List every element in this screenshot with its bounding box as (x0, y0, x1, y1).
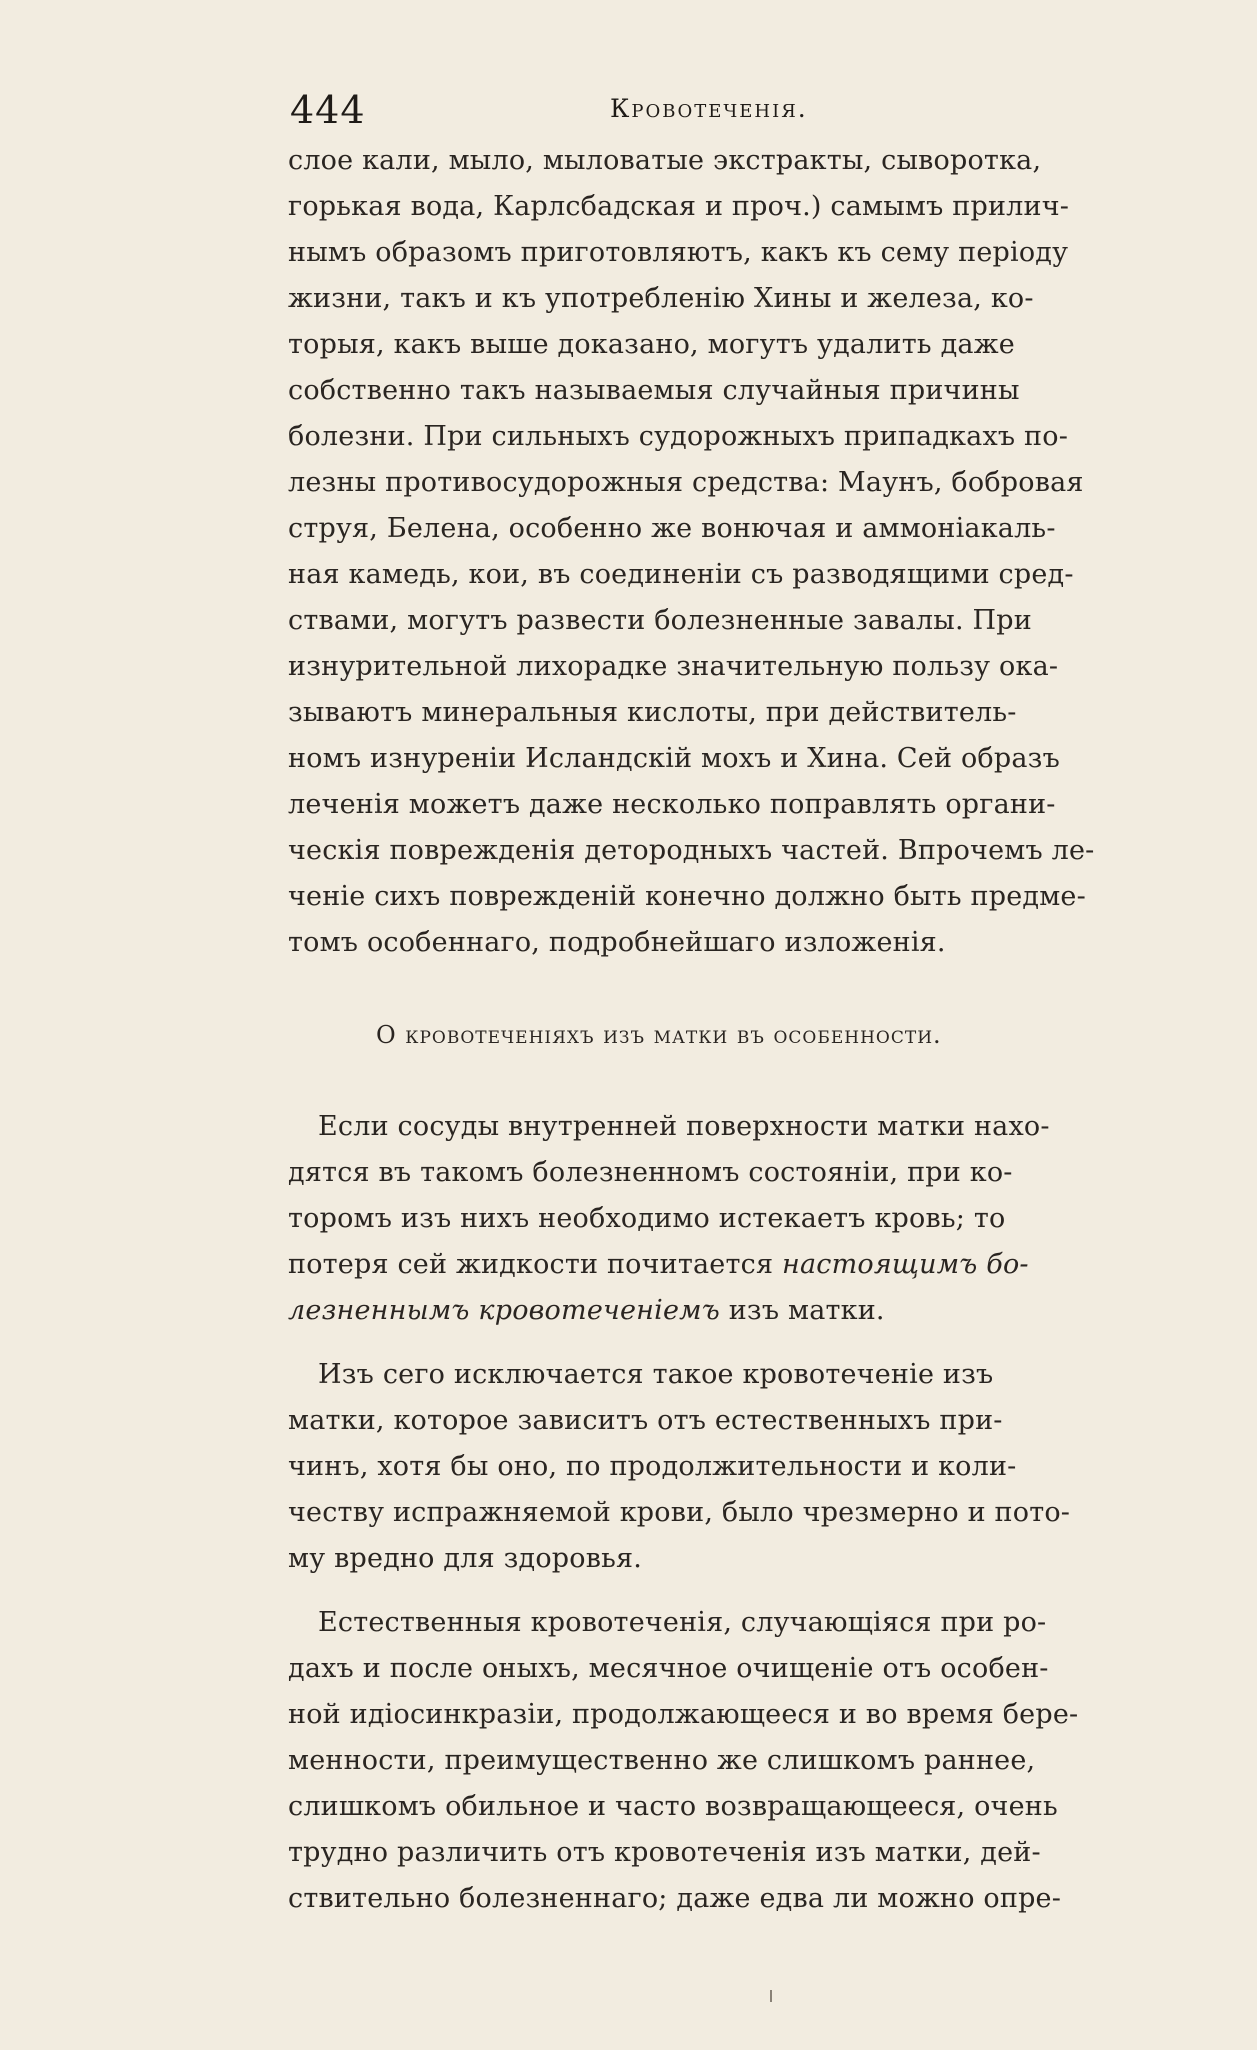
spacer (288, 1058, 1244, 1104)
text-line: лезны противосудорожныя средства: Маунъ, бобровая (288, 467, 1084, 498)
text-line: изнурительной лихорадке значительную пользу ока- (288, 651, 1059, 682)
text-line: нымъ образомъ приготовляютъ, какъ къ сему періоду (288, 237, 1069, 268)
emphasis-text: настоящимъ бо- (781, 1249, 1029, 1280)
text-line: струя, Белена, особенно же вонючая и аммоніакаль- (288, 513, 1056, 544)
text-line: ная камедь, кои, въ соединеніи съ разводящими сред- (288, 559, 1074, 590)
spacer (288, 1334, 1244, 1352)
text-line: торомъ изъ нихъ необходимо истекаетъ кровь; то (288, 1203, 1006, 1234)
section-heading: О кровотеченіяхъ изъ матки въ особенности. (376, 1021, 942, 1049)
text-line: торыя, какъ выше доказано, могутъ удалить даже (288, 329, 1015, 360)
text-line: собственно такъ называемыя случайныя причины (288, 375, 1020, 406)
text-line: леченія можетъ даже несколько поправлять органи- (288, 789, 1056, 820)
page-number: 444 (290, 88, 366, 132)
text-line (288, 1288, 1244, 1334)
text-line: Если сосуды внутренней поверхности матки нахо- (318, 1111, 1050, 1142)
page-header (290, 88, 910, 138)
text-line: томъ особеннаго, подробнейшаго изложенія. (288, 927, 946, 958)
text-line: чинъ, хотя бы оно, по продолжительности и коли- (288, 1451, 1017, 1482)
text-line: ствами, могутъ развести болезненные завалы. При (288, 605, 1032, 636)
paragraph-natural-bleeding (288, 1600, 1244, 1922)
text-line: слишкомъ обильное и часто возвращающееся, очень (288, 1791, 1058, 1822)
paragraph-treatment (288, 138, 1244, 966)
text-run: изъ матки. (719, 1295, 885, 1326)
text-line: слое кали, мыло, мыловатые экстракты, сыворотка, (288, 145, 1042, 176)
spacer (288, 1582, 1244, 1600)
text-run: потеря сей жидкости почитается (288, 1249, 782, 1280)
running-title: Кровотеченія. (610, 94, 808, 123)
text-line: менности, преимущественно же слишкомъ раннее, (288, 1745, 1036, 1776)
text-line: ствительно болезненнаго; даже едва ли можно опре- (288, 1883, 1062, 1914)
text-line: Естественныя кровотеченія, случающіяся при ро- (318, 1607, 1047, 1638)
text-line: номъ изнуреніи Исландскій мохъ и Хина. Сей образъ (288, 743, 1060, 774)
text-line: жизни, такъ и къ употребленію Хины и железа, ко- (288, 283, 1034, 314)
text-line: честву испражняемой крови, было чрезмерно и пото- (288, 1497, 1071, 1528)
text-line: дахъ и после оныхъ, месячное очищеніе отъ особен- (288, 1653, 1049, 1684)
paragraph-definition (288, 1104, 1244, 1334)
text-line (288, 1242, 1244, 1288)
text-line: ческія поврежденія детородныхъ частей. Впрочемъ ле- (288, 835, 1095, 866)
paragraph-exclusion (288, 1352, 1244, 1582)
text-line: му вредно для здоровья. (288, 1543, 643, 1574)
text-line: ченіе сихъ поврежденій конечно должно быть предме- (288, 881, 1086, 912)
print-mark (770, 1990, 772, 2002)
text-line: дятся въ такомъ болезненномъ состояніи, при ко- (288, 1157, 1013, 1188)
text-line: ной идіосинкразіи, продолжающееся и во время бере- (288, 1699, 1079, 1730)
text-line: Изъ сего исключается такое кровотеченіе изъ (318, 1359, 994, 1390)
spacer (288, 966, 1244, 1012)
emphasis-text: лезненнымъ кровотеченіемъ (288, 1295, 720, 1326)
text-line: горькая вода, Карлсбадская и проч.) самымъ прилич- (288, 191, 1070, 222)
text-line: матки, которое зависитъ отъ естественныхъ при- (288, 1405, 1003, 1436)
text-line: болезни. При сильныхъ судорожныхъ припадкахъ по- (288, 421, 1069, 452)
page-body (288, 138, 1244, 1922)
text-line: трудно различить отъ кровотеченія изъ матки, дей- (288, 1837, 1041, 1868)
text-line: зываютъ минеральныя кислоты, при действитель- (288, 697, 1017, 728)
